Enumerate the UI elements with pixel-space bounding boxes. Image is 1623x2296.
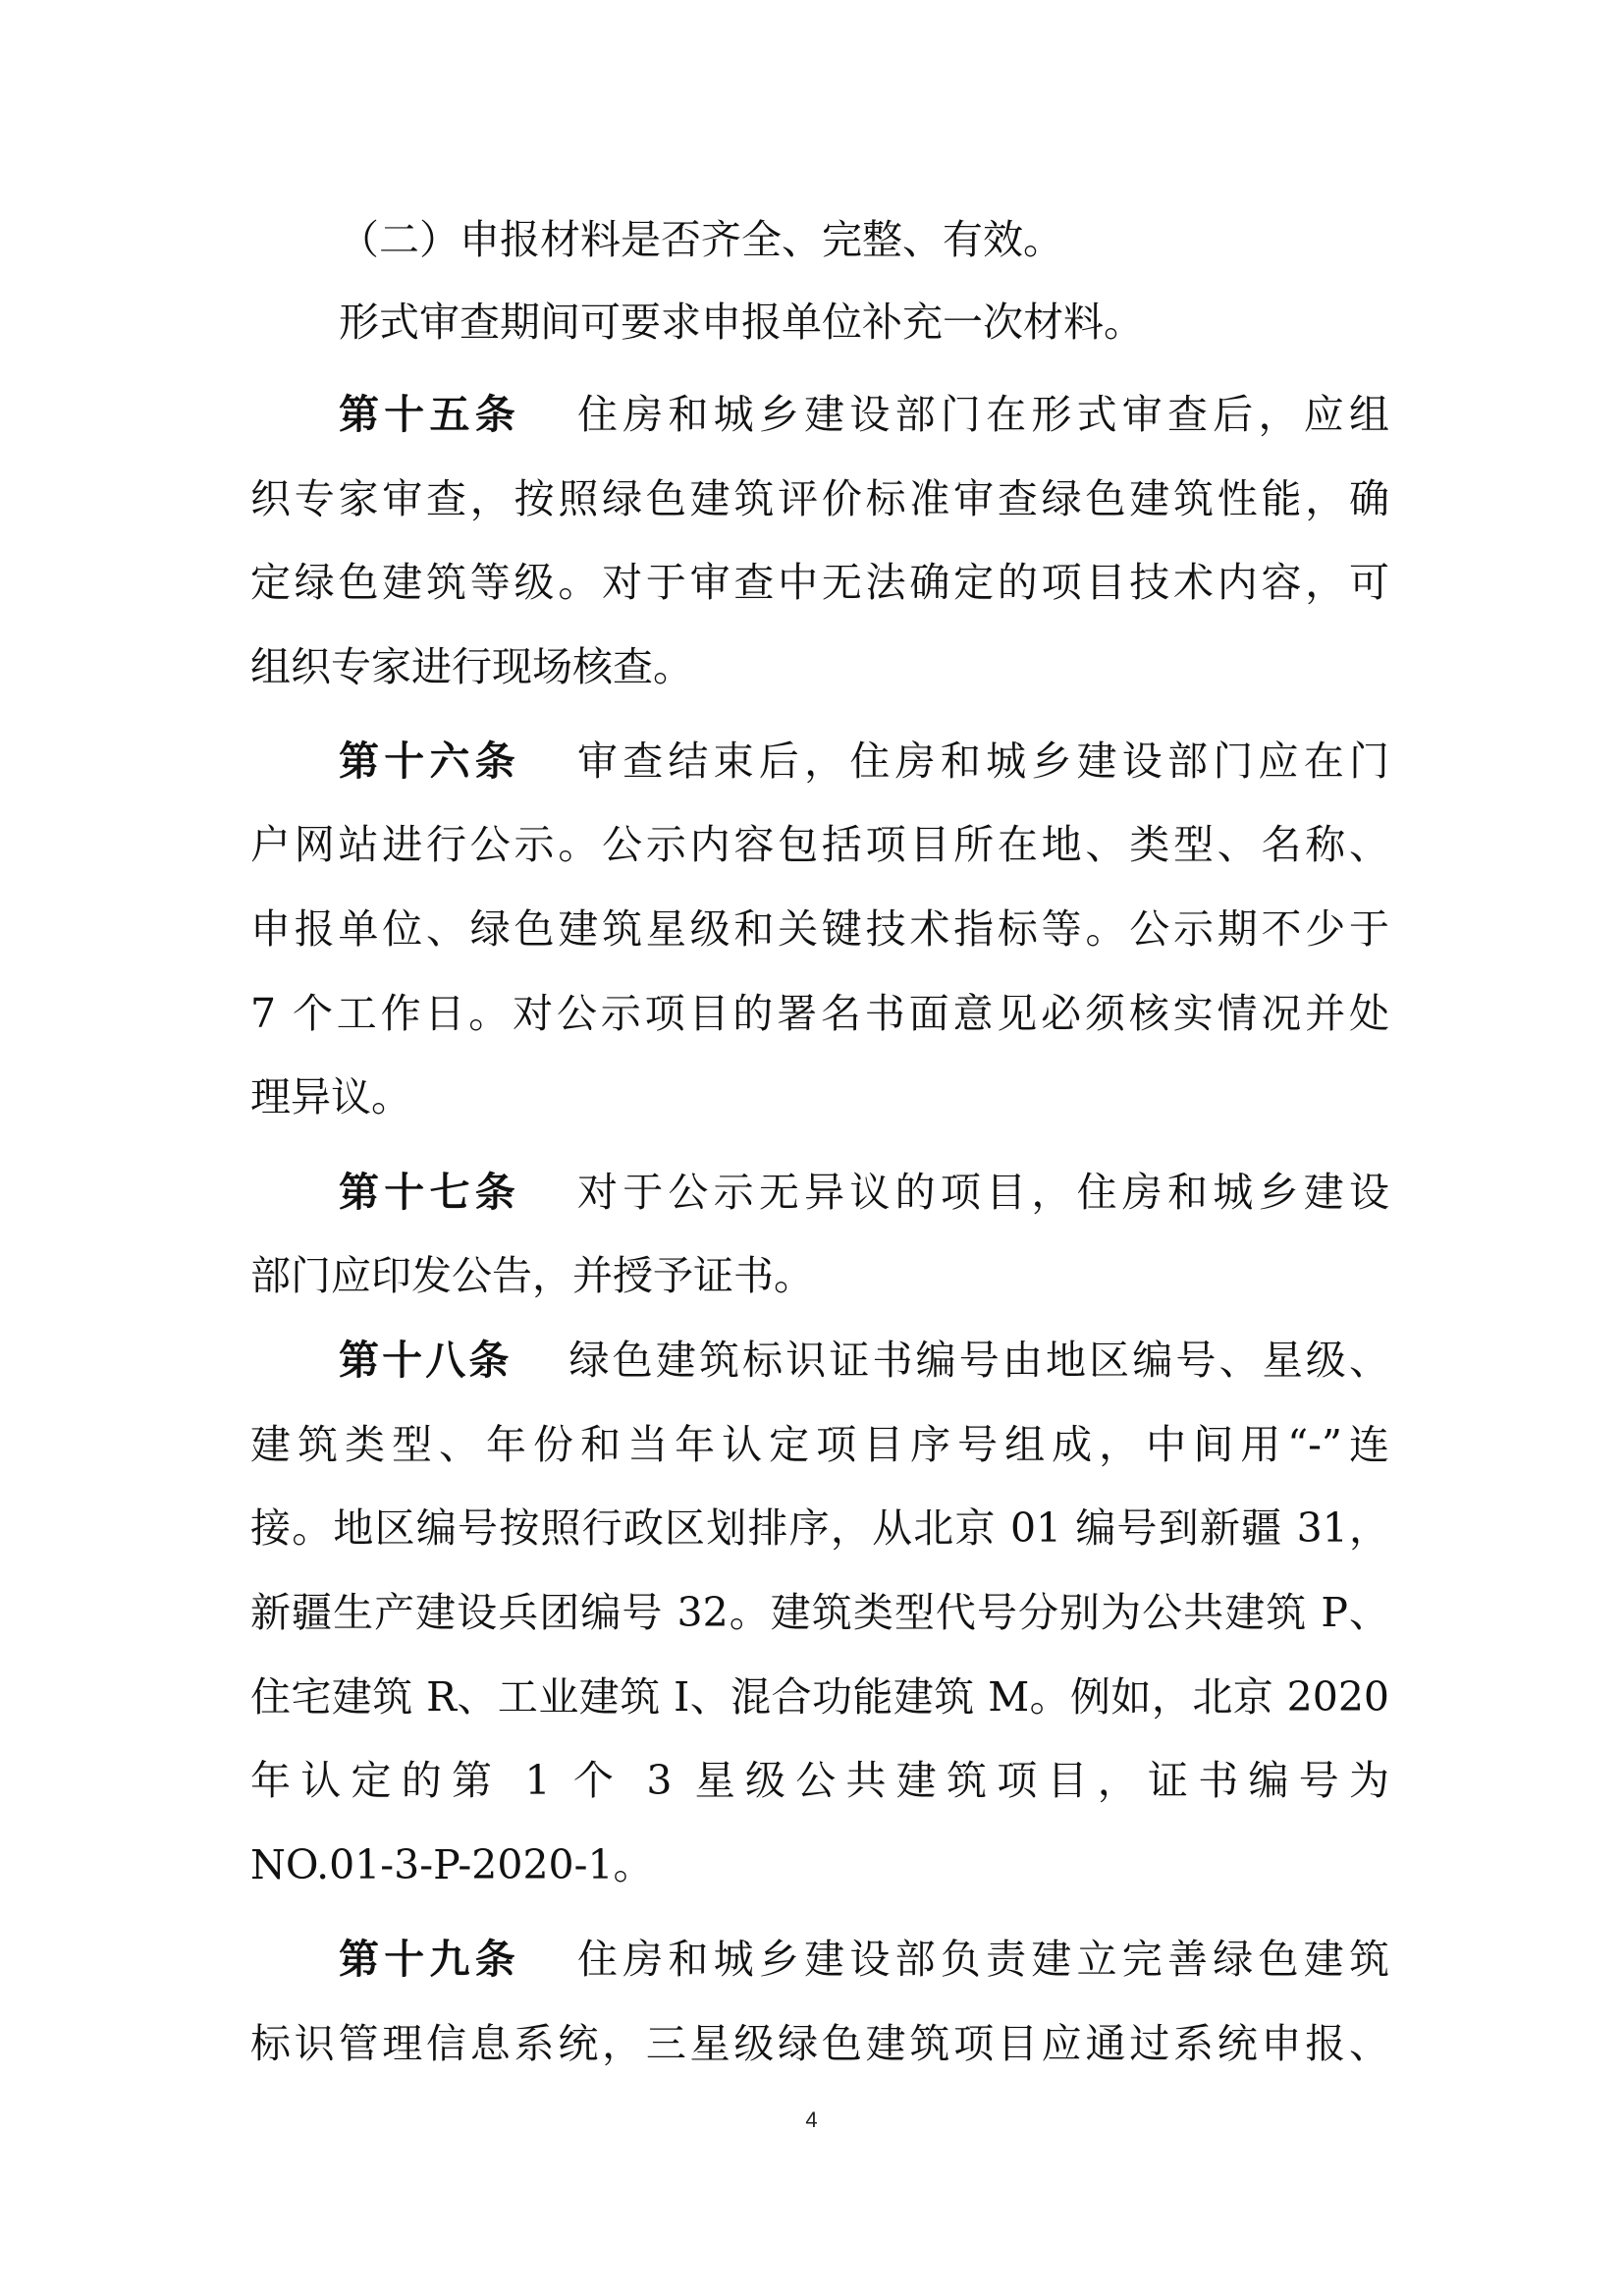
line-text: 建筑类型、年份和当年认定项目序号组成，中间用“-”连 bbox=[250, 1421, 1389, 1468]
page-number: 4 bbox=[805, 2107, 818, 2132]
paragraph-line bbox=[250, 553, 1389, 612]
line-text: 定绿色建筑等级。对于审查中无法确定的项目技术内容，可 bbox=[250, 559, 1389, 606]
line-text: 户网站进行公示。公示内容包括项目所在地、类型、名称、 bbox=[250, 821, 1389, 868]
line-text: 组织专家进行现场核查。 bbox=[250, 643, 693, 690]
line-text: 部门应印发公告，并授予证书。 bbox=[250, 1252, 814, 1299]
paragraph-line bbox=[250, 1583, 1389, 1642]
line-text: 住宅建筑 R、工业建筑 I、混合功能建筑 M。例如，北京 2020 bbox=[250, 1673, 1389, 1721]
paragraph-line bbox=[250, 900, 1389, 958]
paragraph-line bbox=[339, 210, 1389, 269]
article-16-line bbox=[339, 732, 1389, 791]
paragraph-line bbox=[250, 815, 1389, 874]
paragraph-line bbox=[339, 293, 1389, 352]
paragraph-line bbox=[250, 1667, 1389, 1726]
paragraph-line bbox=[250, 1835, 1389, 1894]
article-15-line bbox=[339, 385, 1389, 444]
paragraph-line bbox=[250, 984, 1389, 1043]
line-text: （二）申报材料是否齐全、完整、有效。 bbox=[339, 216, 1063, 263]
line-text: 7 个工作日。对公示项目的署名书面意见必须核实情况并处 bbox=[250, 990, 1389, 1037]
line-text: 对于公示无异议的项目，住房和城乡建设 bbox=[576, 1169, 1389, 1216]
paragraph-line bbox=[250, 1751, 1389, 1810]
article-19-heading: 第十九条 bbox=[339, 1936, 520, 1983]
line-text: 年认定的第 1 个 3 星级公共建筑项目，证书编号为 bbox=[250, 1757, 1389, 1804]
line-text: 理异议。 bbox=[250, 1073, 411, 1121]
line-text: 申报单位、绿色建筑星级和关键技术指标等。公示期不少于 bbox=[250, 905, 1389, 953]
line-text: 织专家审查，按照绿色建筑评价标准审查绿色建筑性能，确 bbox=[250, 475, 1389, 522]
paragraph-line bbox=[250, 1246, 1389, 1305]
article-19-line bbox=[339, 1930, 1389, 1989]
article-18-heading: 第十八条 bbox=[339, 1337, 513, 1384]
paragraph-line bbox=[250, 637, 1389, 696]
paragraph-line bbox=[250, 2014, 1389, 2073]
paragraph-line bbox=[250, 1415, 1389, 1474]
paragraph-line bbox=[250, 1067, 1389, 1126]
article-17-line bbox=[339, 1163, 1389, 1222]
line-text: 形式审查期间可要求申报单位补充一次材料。 bbox=[339, 299, 1144, 346]
line-text: 标识管理信息系统，三星级绿色建筑项目应通过系统申报、 bbox=[250, 2020, 1389, 2067]
article-15-heading: 第十五条 bbox=[339, 391, 520, 438]
article-17-heading: 第十七条 bbox=[339, 1169, 520, 1216]
line-text: 新疆生产建设兵团编号 32。建筑类型代号分别为公共建筑 P、 bbox=[250, 1589, 1389, 1636]
line-text: 住房和城乡建设部门在形式审查后，应组 bbox=[576, 391, 1389, 438]
paragraph-line bbox=[250, 469, 1389, 528]
line-text: 审查结束后，住房和城乡建设部门应在门 bbox=[576, 738, 1389, 785]
line-text: 绿色建筑标识证书编号由地区编号、星级、 bbox=[568, 1337, 1389, 1384]
paragraph-line bbox=[250, 1499, 1389, 1558]
article-16-heading: 第十六条 bbox=[339, 738, 520, 785]
line-text: 住房和城乡建设部负责建立完善绿色建筑 bbox=[576, 1936, 1389, 1983]
article-18-line bbox=[339, 1331, 1389, 1390]
line-text: 接。地区编号按照行政区划排序，从北京 01 编号到新疆 31， bbox=[250, 1504, 1389, 1552]
line-text: NO.01-3-P-2020-1。 bbox=[250, 1841, 654, 1888]
